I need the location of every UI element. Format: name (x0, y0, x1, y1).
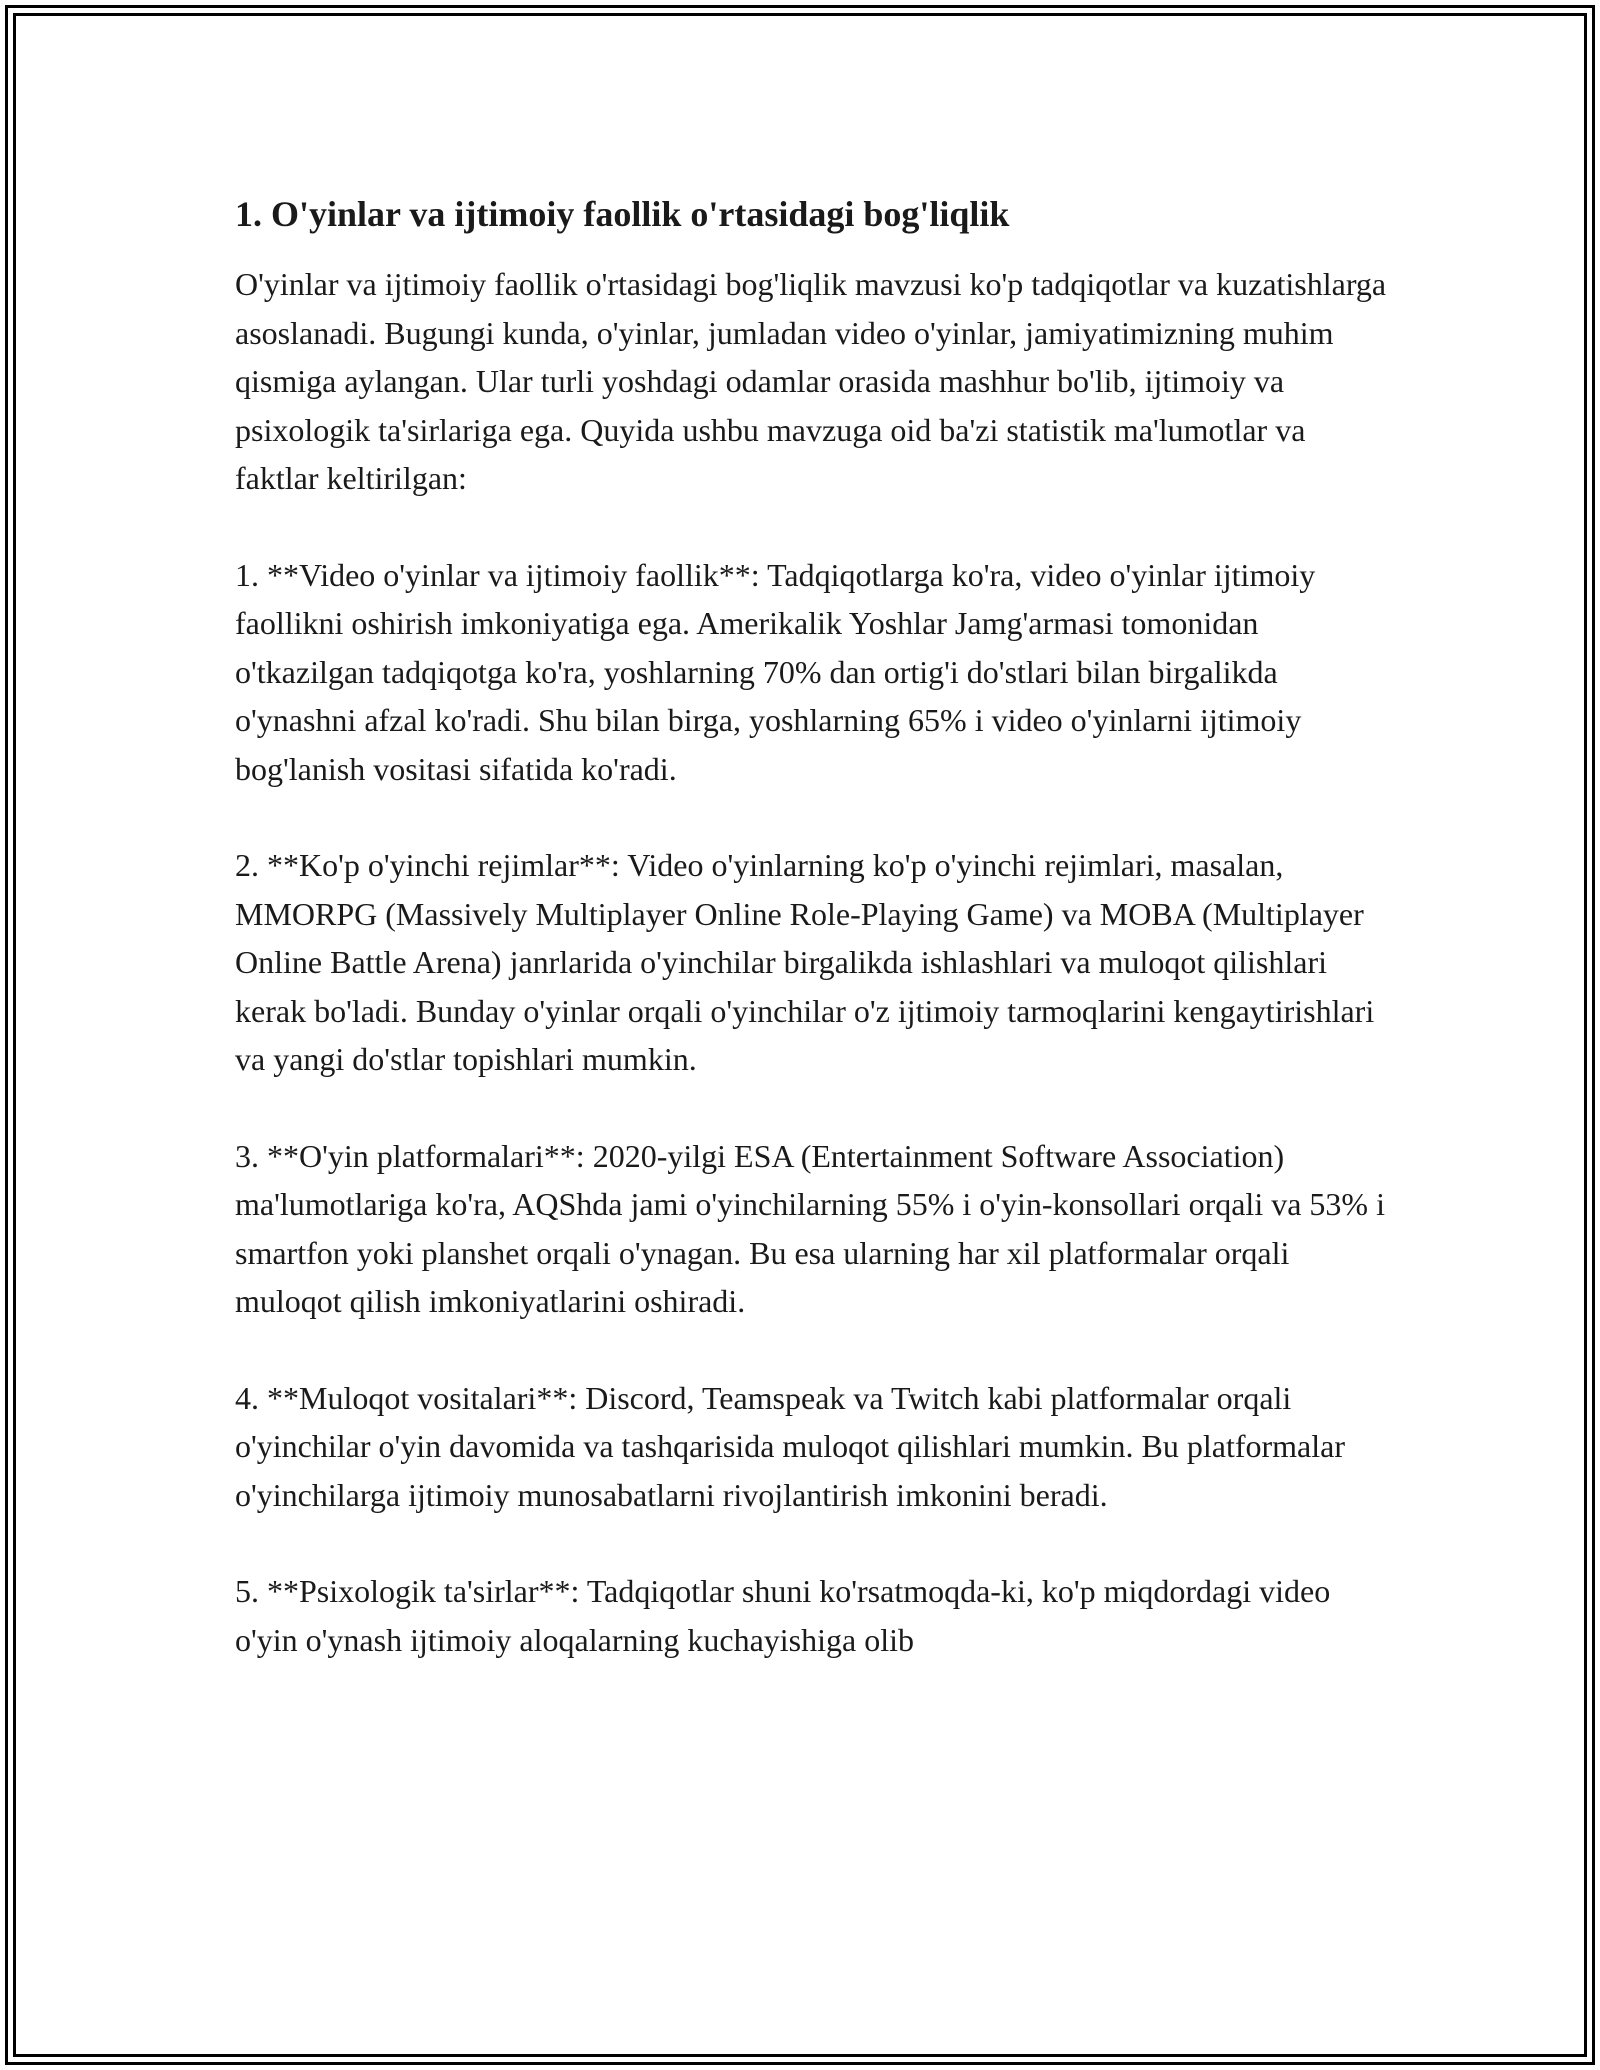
point-3-paragraph: 3. **O'yin platformalari**: 2020-yilgi ESA (Entertainment Software Association) ma'lumotlariga ko'ra, AQShda jami o'yinchilarning 55% i o'yin-konsollari orqali va 53% i smartfon yoki planshet orqali o'ynagan. Bu esa ularning har xil platformalar orqali muloqot qilish imkoniyatlarini oshiradi. (235, 1137, 1385, 1319)
point-4-paragraph: 4. **Muloqot vositalari**: Discord, Teamspeak va Twitch kabi platformalar orqali o'yinchilar o'yin davomida va tashqarisida muloqot qilishlari mumkin. Bu platformalar o'yinchilarga ijtimoiy munosabatlarni rivojlantirish imkonini beradi. (235, 1379, 1345, 1513)
intro-paragraph: O'yinlar va ijtimoiy faollik o'rtasidagi bog'liqlik mavzusi ko'p tadqiqotlar va kuzatishlarga asoslanadi. Bugungi kunda, o'yinlar, jumladan video o'yinlar, jamiyatimizning muhim qismiga aylangan. Ular turli yoshdagi odamlar orasida mashhur bo'lib, ijtimoiy va psixologik ta'sirlariga ega. Quyida ushbu mavzuga oid ba'zi statistik ma'lumotlar va faktlar keltirilgan: (235, 266, 1387, 496)
point-5-paragraph: 5. **Psixologik ta'sirlar**: Tadqiqotlar shuni ko'rsatmoqda-ki, ko'p miqdordagi video o'yin o'ynash ijtimoiy aloqalarning kuchayishiga olib (235, 1573, 1331, 1658)
point-1-paragraph: 1. **Video o'yinlar va ijtimoiy faollik**: Tadqiqotlarga ko'ra, video o'yinlar ijtimoiy faollikni oshirish imkoniyatiga ega. Amerikalik Yoshlar Jamg'armasi tomonidan o'tkazilgan tadqiqotga ko'ra, yoshlarning 70% dan ortig'i do'stlari bilan birgalikda o'ynashni afzal ko'radi. Shu bilan birga, yoshlarning 65% i video o'yinlarni ijtimoiy bog'lanish vositasi sifatida ko'radi. (235, 556, 1316, 787)
document-body (235, 188, 1395, 1712)
document-title: 1. O'yinlar va ijtimoiy faollik o'rtasidagi bog'liqlik (235, 194, 1010, 234)
point-2-paragraph: 2. **Ko'p o'yinchi rejimlar**: Video o'yinlarning ko'p o'yinchi rejimlari, masalan, MMORPG (Massively Multiplayer Online Role-Playing Game) va MOBA (Multiplayer Online Battle Arena) janrlarida o'yinchilar birgalikda ishlashlari va muloqot qilishlari kerak bo'ladi. Bunday o'yinlar orqali o'yinchilar o'z ijtimoiy tarmoqlarini kengaytirishlari va yangi do'stlar topishlari mumkin. (235, 847, 1375, 1077)
